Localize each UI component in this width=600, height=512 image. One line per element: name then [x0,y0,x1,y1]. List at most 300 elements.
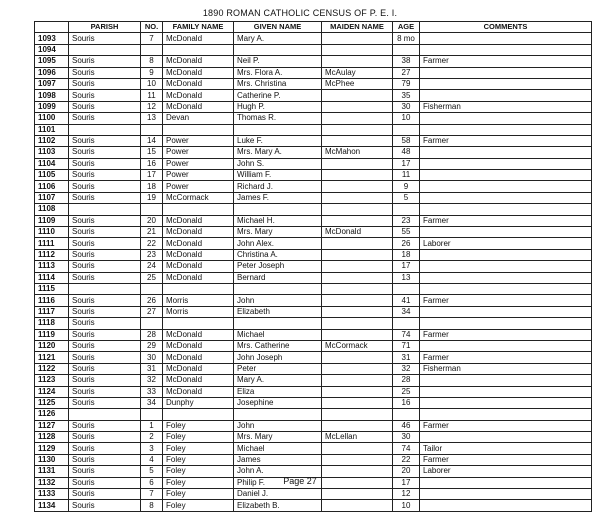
parish-cell: Souris [69,215,141,226]
age-cell: 35 [393,90,420,101]
comments-cell: Farmer [420,215,592,226]
parish-cell: Souris [69,192,141,203]
parish-cell: Souris [69,147,141,158]
comments-cell [420,147,592,158]
table-row [35,409,592,420]
comments-cell [420,386,592,397]
record-id: 1102 [35,135,69,146]
age-cell: 41 [393,295,420,306]
maiden-name-cell [322,283,393,294]
record-id: 1122 [35,363,69,374]
parish-cell: Souris [69,295,141,306]
family-name-cell [163,44,234,55]
age-cell: 17 [393,477,420,488]
table-row [35,192,592,203]
maiden-name-cell [322,363,393,374]
age-cell: 11 [393,170,420,181]
comments-cell [420,500,592,511]
maiden-name-cell [322,192,393,203]
comments-cell: Farmer [420,56,592,67]
age-cell [393,318,420,329]
given-name-cell: Peter Joseph [234,261,322,272]
age-cell [393,204,420,215]
number-cell: 8 [141,500,163,511]
given-name-cell [234,204,322,215]
family-name-cell: McDonald [163,67,234,78]
given-name-cell: John [234,295,322,306]
table-row [35,352,592,363]
number-cell: 10 [141,78,163,89]
family-name-cell: Foley [163,443,234,454]
parish-cell: Souris [69,489,141,500]
given-name-cell: Mrs. Mary [234,227,322,238]
age-cell: 26 [393,238,420,249]
comments-cell [420,432,592,443]
comments-cell [420,170,592,181]
age-cell: 32 [393,363,420,374]
age-cell: 30 [393,432,420,443]
family-name-cell: Foley [163,489,234,500]
parish-cell: Souris [69,249,141,260]
record-id: 1107 [35,192,69,203]
maiden-name-cell [322,272,393,283]
table-row [35,272,592,283]
record-id: 1116 [35,295,69,306]
record-id: 1125 [35,397,69,408]
record-id: 1121 [35,352,69,363]
comments-cell: Farmer [420,420,592,431]
maiden-name-cell [322,170,393,181]
maiden-name-cell: McDonald [322,227,393,238]
record-id: 1097 [35,78,69,89]
record-id: 1111 [35,238,69,249]
number-cell: 9 [141,67,163,78]
family-name-cell: McDonald [163,249,234,260]
table-body [35,33,592,511]
family-name-cell [163,204,234,215]
comments-cell: Farmer [420,352,592,363]
table-row [35,56,592,67]
parish-cell: Souris [69,454,141,465]
age-cell: 9 [393,181,420,192]
number-cell: 29 [141,340,163,351]
maiden-name-cell [322,101,393,112]
given-name-cell: Hugh P. [234,101,322,112]
family-name-cell [163,409,234,420]
comments-cell [420,306,592,317]
age-cell: 79 [393,78,420,89]
family-name-cell: McDonald [163,272,234,283]
record-id: 1115 [35,283,69,294]
parish-cell: Souris [69,420,141,431]
number-cell: 14 [141,135,163,146]
family-name-cell: Foley [163,420,234,431]
column-header: MAIDEN NAME [322,22,393,33]
given-name-cell: Luke F. [234,135,322,146]
age-cell: 34 [393,306,420,317]
record-id: 1101 [35,124,69,135]
given-name-cell: Mrs. Christina [234,78,322,89]
record-id: 1131 [35,466,69,477]
table-row [35,204,592,215]
record-id: 1105 [35,170,69,181]
age-cell: 25 [393,386,420,397]
family-name-cell: Power [163,147,234,158]
given-name-cell: Eliza [234,386,322,397]
maiden-name-cell [322,409,393,420]
parish-cell: Souris [69,318,141,329]
parish-cell: Souris [69,170,141,181]
age-cell: 22 [393,454,420,465]
age-cell: 46 [393,420,420,431]
age-cell: 71 [393,340,420,351]
table-row [35,238,592,249]
number-cell: 6 [141,477,163,488]
table-row [35,500,592,511]
maiden-name-cell [322,249,393,260]
number-cell: 20 [141,215,163,226]
record-id: 1109 [35,215,69,226]
given-name-cell: Christina A. [234,249,322,260]
age-cell [393,283,420,294]
maiden-name-cell [322,181,393,192]
comments-cell [420,181,592,192]
parish-cell: Souris [69,238,141,249]
family-name-cell: McDonald [163,352,234,363]
parish-cell: Souris [69,500,141,511]
record-id: 1095 [35,56,69,67]
maiden-name-cell: McCormack [322,340,393,351]
maiden-name-cell [322,318,393,329]
record-id: 1098 [35,90,69,101]
number-cell: 32 [141,375,163,386]
parish-cell [69,44,141,55]
parish-cell: Souris [69,135,141,146]
table-row [35,135,592,146]
comments-cell [420,318,592,329]
parish-cell: Souris [69,443,141,454]
maiden-name-cell: McLellan [322,432,393,443]
maiden-name-cell [322,329,393,340]
family-name-cell: McDonald [163,375,234,386]
number-cell: 28 [141,329,163,340]
age-cell: 17 [393,158,420,169]
parish-cell: Souris [69,113,141,124]
age-cell: 16 [393,397,420,408]
given-name-cell: William F. [234,170,322,181]
number-cell: 1 [141,420,163,431]
given-name-cell [234,409,322,420]
table-row [35,329,592,340]
table-row [35,44,592,55]
table-row [35,147,592,158]
age-cell: 74 [393,329,420,340]
maiden-name-cell [322,135,393,146]
family-name-cell: Morris [163,295,234,306]
family-name-cell: Power [163,135,234,146]
parish-cell: Souris [69,227,141,238]
age-cell: 12 [393,489,420,500]
number-cell: 31 [141,363,163,374]
number-cell: 8 [141,56,163,67]
column-header: NO. [141,22,163,33]
given-name-cell: Mrs. Catherine [234,340,322,351]
comments-cell [420,67,592,78]
comments-cell [420,409,592,420]
parish-cell: Souris [69,363,141,374]
number-cell: 33 [141,386,163,397]
column-header: AGE [393,22,420,33]
family-name-cell: McDonald [163,101,234,112]
record-id: 1133 [35,489,69,500]
number-cell: 34 [141,397,163,408]
record-id: 1132 [35,477,69,488]
table-row [35,489,592,500]
given-name-cell: Richard J. [234,181,322,192]
maiden-name-cell [322,489,393,500]
family-name-cell: Morris [163,306,234,317]
parish-cell: Souris [69,158,141,169]
parish-cell: Souris [69,397,141,408]
maiden-name-cell: McAulay [322,67,393,78]
maiden-name-cell [322,215,393,226]
number-cell: 30 [141,352,163,363]
parish-cell: Souris [69,272,141,283]
given-name-cell: Mrs. Mary A. [234,147,322,158]
number-cell: 27 [141,306,163,317]
family-name-cell: McDonald [163,340,234,351]
parish-cell: Souris [69,67,141,78]
given-name-cell: Michael [234,443,322,454]
given-name-cell [234,44,322,55]
record-id: 1118 [35,318,69,329]
table-row [35,215,592,226]
parish-cell: Souris [69,261,141,272]
comments-cell [420,340,592,351]
given-name-cell: John A. [234,466,322,477]
number-cell: 17 [141,170,163,181]
number-cell: 25 [141,272,163,283]
age-cell: 20 [393,466,420,477]
number-cell: 3 [141,443,163,454]
table-row [35,78,592,89]
table-row [35,386,592,397]
comments-cell: Farmer [420,295,592,306]
comments-cell [420,283,592,294]
family-name-cell: Foley [163,466,234,477]
age-cell: 48 [393,147,420,158]
maiden-name-cell [322,113,393,124]
parish-cell: Souris [69,432,141,443]
family-name-cell [163,318,234,329]
maiden-name-cell [322,56,393,67]
age-cell: 17 [393,261,420,272]
maiden-name-cell: McPhee [322,78,393,89]
table-row [35,181,592,192]
table-row [35,124,592,135]
family-name-cell: McCormack [163,192,234,203]
family-name-cell: McDonald [163,363,234,374]
number-cell [141,44,163,55]
number-cell: 11 [141,90,163,101]
given-name-cell: James [234,454,322,465]
family-name-cell [163,283,234,294]
record-id: 1099 [35,101,69,112]
document-title: 1890 ROMAN CATHOLIC CENSUS OF P. E. I. [202,8,398,18]
age-cell: 5 [393,192,420,203]
age-cell [393,124,420,135]
family-name-cell: Devan [163,113,234,124]
number-cell: 4 [141,454,163,465]
column-header: GIVEN NAME [234,22,322,33]
record-id: 1104 [35,158,69,169]
given-name-cell: John Joseph [234,352,322,363]
record-id: 1112 [35,249,69,260]
age-cell [393,409,420,420]
age-cell: 31 [393,352,420,363]
family-name-cell: McDonald [163,215,234,226]
family-name-cell: Power [163,158,234,169]
given-name-cell [234,124,322,135]
table-row [35,432,592,443]
family-name-cell [163,124,234,135]
table-row [35,443,592,454]
table-row [35,375,592,386]
maiden-name-cell [322,375,393,386]
parish-cell: Souris [69,386,141,397]
maiden-name-cell [322,454,393,465]
record-id: 1117 [35,306,69,317]
number-cell: 18 [141,181,163,192]
family-name-cell: McDonald [163,33,234,44]
record-id: 1128 [35,432,69,443]
age-cell [393,44,420,55]
given-name-cell: John Alex. [234,238,322,249]
maiden-name-cell [322,352,393,363]
given-name-cell: Neil P. [234,56,322,67]
maiden-name-cell: McMahon [322,147,393,158]
parish-cell: Souris [69,375,141,386]
family-name-cell: Dunphy [163,397,234,408]
age-cell: 18 [393,249,420,260]
number-cell: 13 [141,113,163,124]
maiden-name-cell [322,204,393,215]
parish-cell: Souris [69,352,141,363]
comments-cell [420,78,592,89]
number-cell: 21 [141,227,163,238]
number-cell [141,283,163,294]
family-name-cell: Power [163,170,234,181]
maiden-name-cell [322,500,393,511]
family-name-cell: McDonald [163,261,234,272]
comments-cell [420,249,592,260]
maiden-name-cell [322,443,393,454]
given-name-cell: Philip F. [234,477,322,488]
maiden-name-cell [322,124,393,135]
number-cell [141,409,163,420]
table-row [35,67,592,78]
comments-cell [420,44,592,55]
age-cell: 8 mo [393,33,420,44]
maiden-name-cell [322,306,393,317]
maiden-name-cell [322,90,393,101]
comments-cell [420,90,592,101]
column-header: PARISH [69,22,141,33]
number-cell: 16 [141,158,163,169]
comments-cell [420,261,592,272]
age-cell: 10 [393,500,420,511]
table-header-row [35,22,592,33]
record-id: 1129 [35,443,69,454]
number-cell: 5 [141,466,163,477]
given-name-cell: Michael H. [234,215,322,226]
comments-cell: Farmer [420,135,592,146]
age-cell: 13 [393,272,420,283]
comments-cell [420,113,592,124]
column-header: COMMENTS [420,22,592,33]
given-name-cell: James F. [234,192,322,203]
record-id: 1094 [35,44,69,55]
comments-cell: Farmer [420,329,592,340]
number-cell: 15 [141,147,163,158]
record-id: 1114 [35,272,69,283]
comments-cell: Laborer [420,238,592,249]
record-id: 1096 [35,67,69,78]
record-id: 1108 [35,204,69,215]
number-cell: 26 [141,295,163,306]
record-id: 1123 [35,375,69,386]
parish-cell: Souris [69,56,141,67]
table-row [35,227,592,238]
parish-cell [69,124,141,135]
table-row [35,318,592,329]
comments-cell [420,158,592,169]
given-name-cell: Mrs. Flora A. [234,67,322,78]
number-cell: 24 [141,261,163,272]
maiden-name-cell [322,420,393,431]
number-cell [141,204,163,215]
family-name-cell: Foley [163,500,234,511]
record-id: 1093 [35,33,69,44]
table-row [35,454,592,465]
given-name-cell: Catherine P. [234,90,322,101]
record-id: 1120 [35,340,69,351]
table-row [35,158,592,169]
comments-cell: Fisherman [420,101,592,112]
table-row [35,420,592,431]
age-cell: 30 [393,101,420,112]
parish-cell: Souris [69,101,141,112]
given-name-cell: John [234,420,322,431]
maiden-name-cell [322,386,393,397]
maiden-name-cell [322,158,393,169]
record-id: 1127 [35,420,69,431]
family-name-cell: McDonald [163,386,234,397]
column-header [35,22,69,33]
family-name-cell: Power [163,181,234,192]
table-row [35,113,592,124]
table-row [35,170,592,181]
record-id: 1119 [35,329,69,340]
comments-cell: Laborer [420,466,592,477]
parish-cell: Souris [69,181,141,192]
table-row [35,340,592,351]
parish-cell: Souris [69,78,141,89]
comments-cell: Tailor [420,443,592,454]
given-name-cell: Mary A. [234,375,322,386]
family-name-cell: McDonald [163,90,234,101]
number-cell [141,318,163,329]
